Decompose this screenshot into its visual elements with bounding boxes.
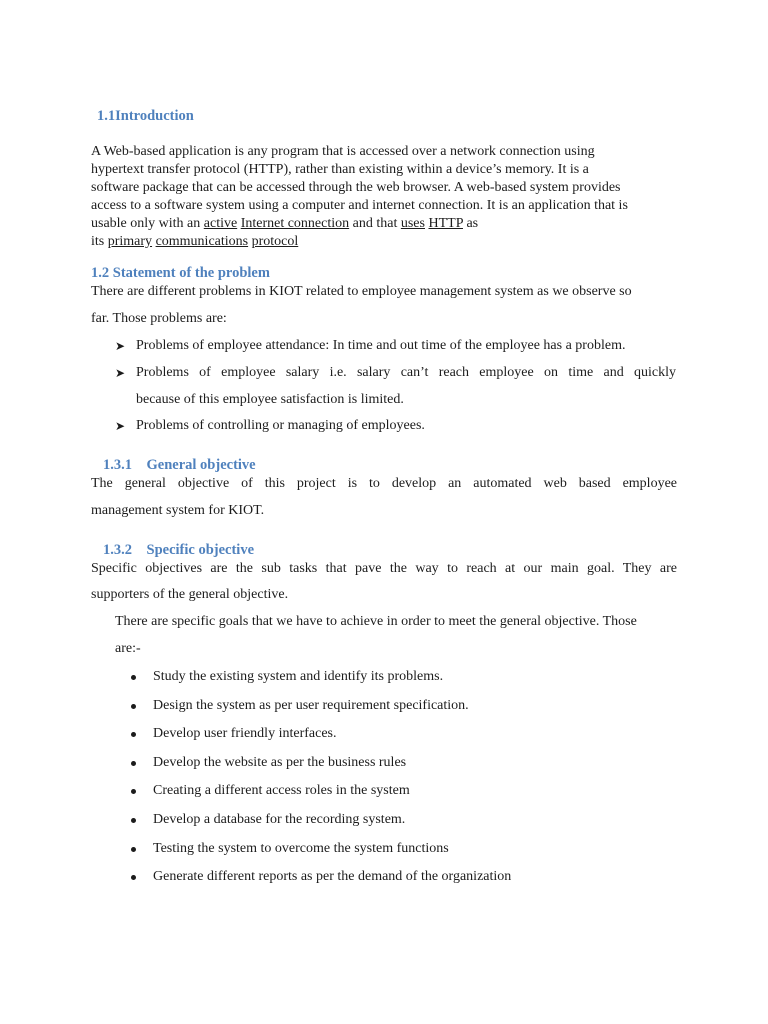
intro-line-6 <box>91 234 298 250</box>
link-communications[interactable]: communications <box>155 234 249 249</box>
link-uses[interactable]: uses <box>400 216 425 231</box>
specific-line-2: supporters of the general objective. <box>91 587 289 602</box>
link-internet-connection[interactable]: Internet connection <box>240 216 350 231</box>
specific-bullet-3: Develop user friendly interfaces. <box>153 726 337 741</box>
specific-heading-number: 1.3.2 <box>103 542 132 558</box>
bullet-dot-icon <box>131 847 136 852</box>
general-line-2: management system for KIOT. <box>91 503 265 518</box>
link-primary[interactable]: primary <box>107 234 153 249</box>
intro-line-2: hypertext transfer protocol (HTTP), rather than existing within a device’s memory. It is a <box>91 162 589 177</box>
intro-line-3: software package that can be accessed through the web browser. A web-based system provides <box>91 180 621 195</box>
specific-bullet-5: Creating a different access roles in the system <box>153 783 410 798</box>
link-active[interactable]: active <box>203 216 238 231</box>
problem-item-3: Problems of controlling or managing of employees. <box>136 418 425 433</box>
specific-heading-title: Specific objective <box>146 542 255 558</box>
general-heading-title: General objective <box>146 457 256 473</box>
problem-item-2: Problems of employee salary i.e. salary can’t reach employee on time and quickly <box>136 365 676 380</box>
bullet-dot-icon <box>131 732 136 737</box>
specific-bullet-6: Develop a database for the recording system. <box>153 812 406 827</box>
link-protocol[interactable]: protocol <box>251 234 299 249</box>
general-heading-number: 1.3.1 <box>103 457 132 473</box>
bullet-dot-icon <box>131 704 136 709</box>
problem-item-1: Problems of employee attendance: In time and out time of the employee has a problem. <box>136 338 626 353</box>
problem-heading: 1.2 Statement of the problem <box>91 265 270 281</box>
problem-line-2: far. Those problems are: <box>91 311 227 326</box>
specific-heading <box>103 542 254 559</box>
bullet-dot-icon <box>131 818 136 823</box>
bullet-dot-icon <box>131 875 136 880</box>
general-heading <box>103 457 256 474</box>
intro-line5-prefix: usable only with an <box>91 216 201 231</box>
specific-bullet-8: Generate different reports as per the demand of the organization <box>153 869 512 884</box>
specific-bullet-1: Study the existing system and identify its problems. <box>153 669 444 684</box>
arrow-bullet-icon: ➤ <box>115 366 126 380</box>
specific-bullet-2: Design the system as per user requirement specification. <box>153 698 469 713</box>
specific-line-1: Specific objectives are the sub tasks that pave the way to reach at our main goal. They are <box>91 561 677 576</box>
intro-line6-prefix: its <box>91 234 105 249</box>
problem-line-1: There are different problems in KIOT related to employee management system as we observe so <box>91 284 632 299</box>
intro-heading: 1.1Introduction <box>97 108 194 124</box>
intro-line5-suffix: as <box>466 216 479 231</box>
intro-line-4: access to a software system using a computer and internet connection. It is an application that is <box>91 198 628 213</box>
intro-line-5 <box>91 216 478 232</box>
bullet-dot-icon <box>131 761 136 766</box>
intro-line5-mid: and that <box>352 216 398 231</box>
specific-line-3: There are specific goals that we have to achieve in order to meet the general objective. Those <box>115 614 637 629</box>
bullet-dot-icon <box>131 675 136 680</box>
arrow-bullet-icon: ➤ <box>115 419 126 433</box>
general-line-1: The general objective of this project is to develop an automated web based employee <box>91 476 677 491</box>
specific-line-4: are:- <box>115 641 141 656</box>
link-http[interactable]: HTTP <box>428 216 463 231</box>
specific-bullet-4: Develop the website as per the business rules <box>153 755 407 770</box>
problem-item-2-cont: because of this employee satisfaction is limited. <box>136 392 404 407</box>
specific-bullet-7: Testing the system to overcome the system functions <box>153 841 449 856</box>
intro-line-1: A Web-based application is any program that is accessed over a network connection using <box>91 144 595 159</box>
arrow-bullet-icon: ➤ <box>115 339 126 353</box>
bullet-dot-icon <box>131 789 136 794</box>
